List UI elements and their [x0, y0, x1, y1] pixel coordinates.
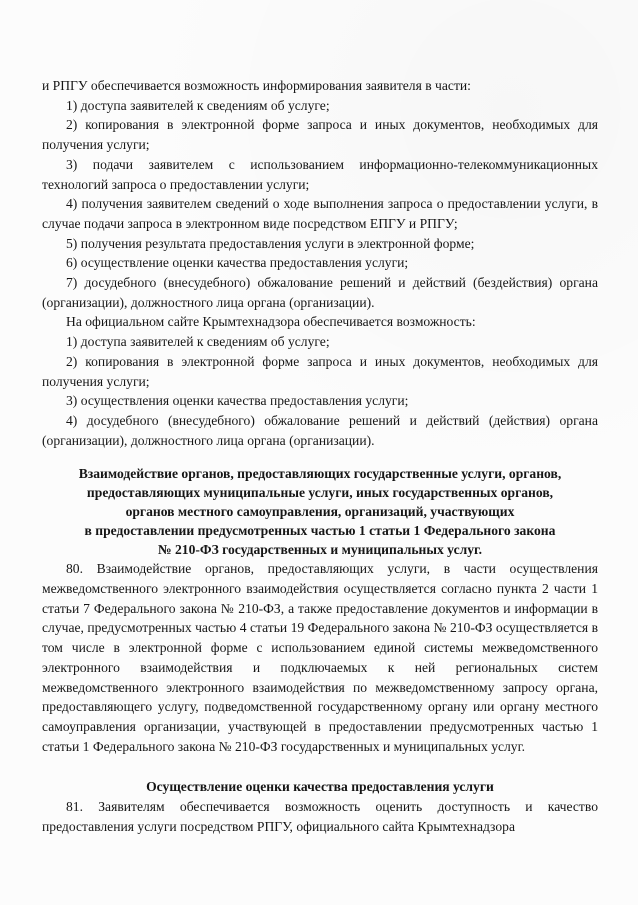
list-item: 1) доступа заявителей к сведениям об услуге; [66, 334, 330, 350]
section-heading [42, 464, 598, 559]
list-item: 6) осуществление оценки качества предоставления услуги; [66, 255, 409, 271]
list-item: 7) досудебного (внесудебного) обжалование решений и действий (бездействия) органа (организации), должностного лица органа (организации). [42, 275, 598, 310]
paragraph-81: 81. Заявителям обеспечивается возможность оценить доступность и качество предоставления услуги посредством РПГУ, официального сайта Крымтехнадзора [42, 799, 598, 834]
list-item: 1) доступа заявителей к сведениям об услуге; [66, 97, 330, 113]
list-item: 4) получения заявителем сведений о ходе выполнения запроса о предоставлении услуги, в случае подачи запроса в электронном виде посредством ЕПГУ и РПГУ; [42, 196, 598, 231]
document-body [42, 76, 598, 837]
paragraph-80: 80. Взаимодействие органов, предоставляющих услуги, в части осуществления межведомственного электронного взаимодействия осуществляется согласно пункта 2 части 1 статьи 7 Федерального закона № 210-ФЗ, а также предоставление документов и информации в случае, предусмотренных частью 4 статьи 19 Федерального закона № 210-ФЗ осуществляется в том числе в электронной форме с использованием единой системы межведомственного электронного взаимодействия и подключаемых к ней региональных систем межведомственного электронного взаимодействия по межведомственному запросу органа, предоставляющего услугу, подведомственной государственному органу или органу местного самоуправления организации, участвующей в предоставлении предусмотренных частью 1 статьи 1 Федерального закона № 210-ФЗ государственных и муниципальных услуг. [42, 561, 598, 754]
paragraph: На официальном сайте Крымтехнадзора обеспечивается возможность: [66, 314, 476, 330]
list-item: 3) осуществления оценки качества предоставления услуги; [66, 393, 409, 409]
list-item: 3) подачи заявителем с использованием информационно-телекоммуникационных технологий запроса о предоставлении услуги; [42, 156, 598, 192]
list-item: 5) получения результата предоставления услуги в электронной форме; [66, 235, 475, 251]
heading-line: органов местного самоуправления, организаций, участвующих [125, 504, 515, 520]
list-item: 2) копирования в электронной форме запроса и иных документов, необходимых для получения услуги; [42, 117, 598, 153]
heading-line: № 210-ФЗ государственных и муниципальных услуг. [157, 542, 483, 558]
intro-line: и РПГУ обеспечивается возможность информирования заявителя в части: [42, 78, 471, 93]
list-item: 4) досудебного (внесудебного) обжалование решений и действий (действия) органа (организации), должностного лица органа (организации). [42, 412, 598, 448]
list-item: 2) копирования в электронной форме запроса и иных документов, необходимых для получения услуги; [42, 353, 598, 389]
section-title: Осуществление оценки качества предоставления услуги [146, 779, 494, 795]
heading-line: предоставляющих муниципальные услуги, иных государственных органов, [86, 485, 554, 501]
heading-line: Взаимодействие органов, предоставляющих государственные услуги, органов, [78, 466, 562, 482]
heading-line: в предоставлении предусмотренных частью 1 статьи 1 Федерального закона [84, 523, 556, 539]
